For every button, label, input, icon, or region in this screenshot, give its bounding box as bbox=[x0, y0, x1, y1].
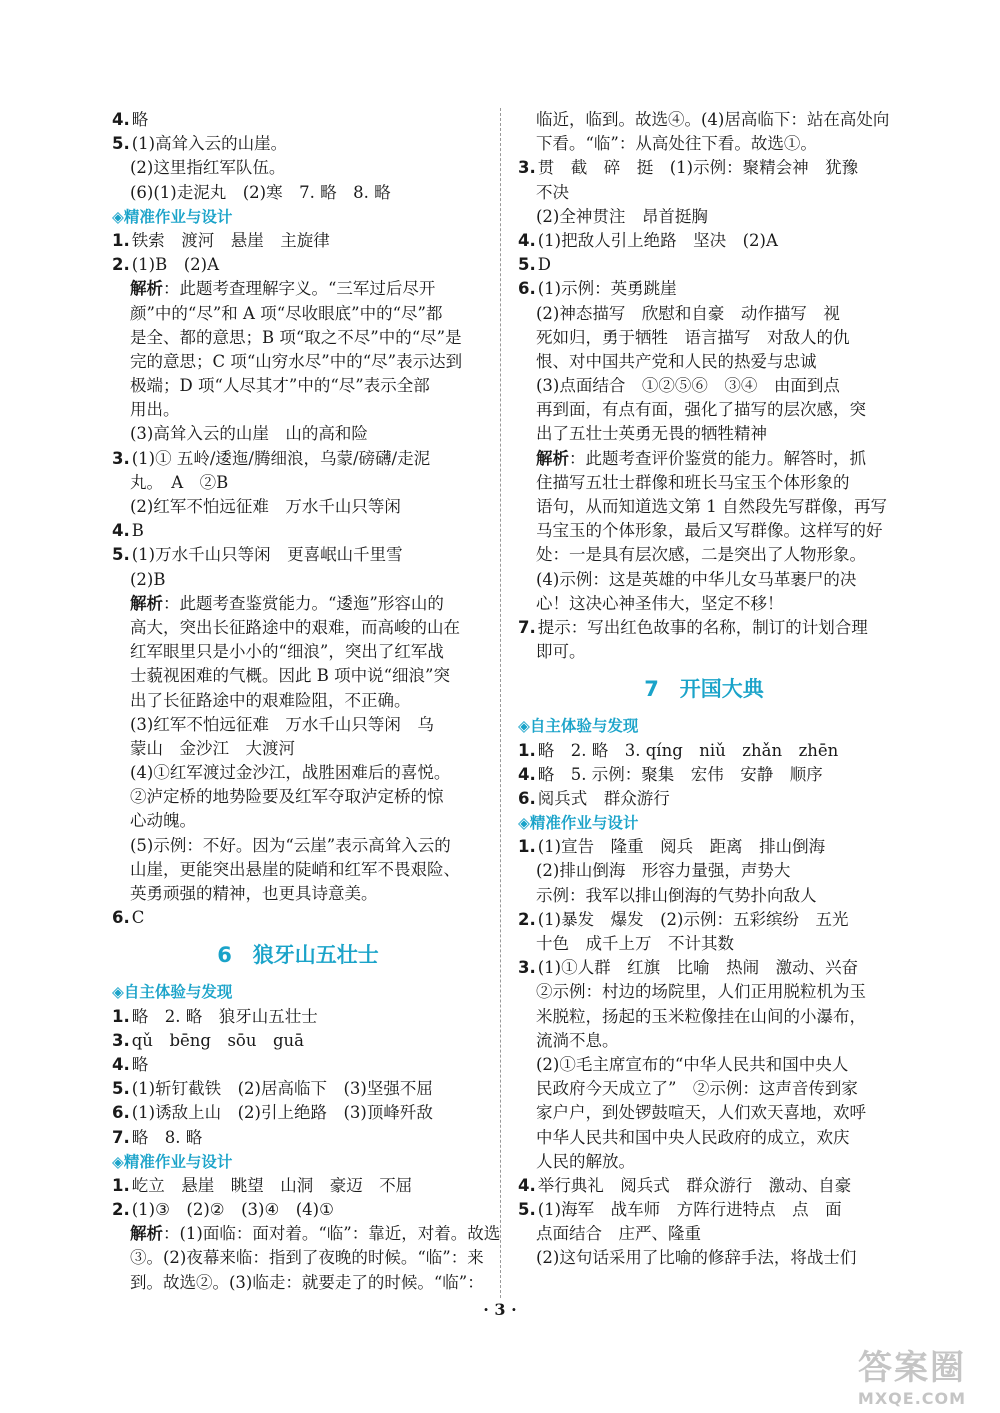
item-text: (1)宣告 隆重 阅兵 距离 排山倒海 bbox=[537, 837, 826, 857]
text-line: (2)①毛主席宣布的“中华人民共和国中央人 bbox=[536, 1054, 849, 1074]
answer-item bbox=[518, 739, 890, 763]
text-line: ②泸定桥的地势险要及红军夺取泸定桥的惊 bbox=[130, 787, 444, 807]
text-line: 示例：我军以排山倒海的气势扑向敌人 bbox=[536, 885, 817, 905]
item-text: D bbox=[537, 255, 551, 275]
item-number: 1. bbox=[112, 230, 130, 250]
item-number: 6. bbox=[112, 1103, 130, 1123]
text-line: (6)(1)走泥丸 (2)寒 7. 略 8. 略 bbox=[130, 182, 391, 202]
watermark-text: 答案圈 bbox=[858, 1348, 966, 1388]
item-number: 4. bbox=[112, 1054, 130, 1074]
text-line: (2)全神贯注 昂首挺胸 bbox=[536, 206, 708, 226]
text-line: 完的意思；C 项“山穷水尽”中的“尽”表示达到 bbox=[130, 351, 463, 371]
analysis-line bbox=[112, 592, 484, 616]
text-line: 马宝玉的个体形象，最后又写群像。这样写的好 bbox=[536, 521, 883, 541]
item-text: (1)③ (2)② (3)④ (4)① bbox=[131, 1200, 334, 1220]
item-text: 铁索 渡河 悬崖 主旋律 bbox=[131, 230, 330, 250]
text-line: 点面结合 庄严、隆重 bbox=[536, 1224, 701, 1244]
answer-item bbox=[112, 906, 484, 930]
answer-item bbox=[518, 229, 890, 253]
item-number: 1. bbox=[518, 837, 536, 857]
answer-item bbox=[518, 156, 890, 180]
item-text: (1)高耸入云的山崖。 bbox=[131, 134, 288, 154]
text-line: 再到面，有点有面，强化了描写的层次感，突 bbox=[536, 400, 866, 420]
item-number: 5. bbox=[518, 1200, 536, 1220]
analysis-label: 解析 bbox=[130, 279, 163, 299]
text-line: (4)①红军渡过金沙江，战胜困难后的喜悦。 bbox=[130, 763, 451, 783]
item-number: 1. bbox=[112, 1175, 130, 1195]
text-line: 死如归，勇于牺牲 语言描写 对敌人的仇 bbox=[536, 327, 850, 347]
answer-item bbox=[518, 908, 890, 932]
section-heading: ◈自主体验与发现 bbox=[518, 717, 639, 736]
text-line: 家户户，到处锣鼓喧天，人们欢天喜地，欢呼 bbox=[536, 1103, 866, 1123]
text-line: 住描写五壮士群像和班长马宝玉个体形象的 bbox=[536, 472, 850, 492]
item-text: (1)斩钉截铁 (2)居高临下 (3)坚强不屈 bbox=[131, 1079, 433, 1099]
text-line: 用出。 bbox=[130, 400, 180, 420]
text-line: (4)示例：这是英雄的中华儿女马革裹尸的决 bbox=[536, 569, 857, 589]
text-line: 蒙山 金沙江 大渡河 bbox=[130, 738, 295, 758]
section-heading: ◈自主体验与发现 bbox=[112, 983, 233, 1002]
text-line: 即可。 bbox=[536, 642, 586, 662]
item-text: 贯 截 碎 挺 (1)示例：聚精会神 犹豫 bbox=[537, 158, 859, 178]
text-line: 恨、对中国共产党和人民的热爱与忠诚 bbox=[536, 351, 817, 371]
item-number: 4. bbox=[112, 110, 130, 129]
item-number: 5. bbox=[112, 134, 130, 154]
item-text: C bbox=[131, 908, 145, 928]
item-number: 2. bbox=[112, 1200, 130, 1220]
text-line: 颜”中的“尽”和 A 项“尽收眼底”中的“尽”都 bbox=[130, 303, 443, 323]
answer-item bbox=[112, 519, 484, 543]
text-line: 米脱粒，扬起的玉米粒像挂在山间的小瀑布， bbox=[536, 1006, 866, 1026]
right-column bbox=[518, 108, 890, 1271]
item-text: (1)把敌人引上绝路 坚决 (2)A bbox=[537, 230, 778, 250]
answer-item bbox=[112, 1126, 484, 1150]
text-line: 极端；D 项“人尽其才”中的“尽”表示全部 bbox=[130, 376, 430, 396]
answer-item bbox=[112, 132, 484, 156]
answer-item bbox=[518, 956, 890, 980]
item-number: 4. bbox=[518, 1175, 536, 1195]
item-text: qǔ bēng sōu guā bbox=[131, 1030, 305, 1050]
item-number: 6. bbox=[518, 788, 536, 808]
lesson-title: 6 狼牙山五壮士 bbox=[217, 943, 379, 968]
text-line: (3)点面结合 ①②⑤⑥ ③④ 由面到点 bbox=[536, 376, 840, 396]
item-number: 3. bbox=[112, 448, 130, 468]
item-text: (1)① 五岭/逶迤/腾细浪，乌蒙/磅礴/走泥 bbox=[131, 448, 431, 468]
text-line: 民政府今天成立了” ②示例：这声音传到家 bbox=[536, 1079, 858, 1099]
analysis-label: 解析 bbox=[130, 1224, 163, 1244]
text-line: 不决 bbox=[536, 182, 569, 202]
text-line: 士藐视困难的气概。因此 B 项中说“细浪”突 bbox=[130, 666, 450, 686]
item-text: (1)海军 战车师 方阵行进特点 点 面 bbox=[537, 1200, 842, 1220]
text-line: (5)示例：不好。因为“云崖”表示高耸入云的 bbox=[130, 835, 451, 855]
item-number: 5. bbox=[112, 545, 130, 565]
text-line: 心动魄。 bbox=[130, 811, 196, 831]
text-line: (3)红军不怕远征难 万水千山只等闲 乌 bbox=[130, 714, 434, 734]
item-text: 举行典礼 阅兵式 群众游行 激动、自豪 bbox=[537, 1175, 852, 1195]
text-line: 英勇顽强的精神，也更具诗意美。 bbox=[130, 884, 378, 903]
answer-item bbox=[518, 835, 890, 859]
item-text: 略 2. 略 3. qíng niǔ zhǎn zhēn bbox=[537, 740, 839, 760]
item-number: 3. bbox=[518, 158, 536, 178]
text-line: 心！这决心神圣伟大，坚定不移！ bbox=[536, 593, 784, 613]
answer-item bbox=[112, 253, 484, 277]
text-line: ②示例：村边的场院里，人们正用脱粒机为玉 bbox=[536, 982, 866, 1002]
analysis-text: ：此题考查鉴赏能力。“逶迤”形容山的 bbox=[163, 593, 444, 613]
item-text: (1)①人群 红旗 比喻 热闹 激动、兴奋 bbox=[537, 958, 859, 978]
item-text: (1)B (2)A bbox=[131, 255, 220, 275]
answer-item bbox=[518, 253, 890, 277]
text-line: 语句，从而知道选文第 1 自然段先写群像，再写 bbox=[536, 497, 887, 516]
item-text: 略 8. 略 bbox=[131, 1127, 203, 1147]
analysis-line bbox=[112, 277, 484, 301]
answer-item bbox=[518, 787, 890, 811]
answer-item bbox=[112, 1198, 484, 1222]
answer-item bbox=[112, 108, 484, 132]
answer-item bbox=[112, 1029, 484, 1053]
item-text: B bbox=[131, 521, 144, 541]
item-number: 1. bbox=[518, 740, 536, 760]
text-line: 到。故选②。(3)临走：就要走了的时候。“临”： bbox=[130, 1272, 484, 1292]
answer-item bbox=[112, 1101, 484, 1125]
item-number: 2. bbox=[518, 909, 536, 929]
text-line: 高大，突出长征路途中的艰难，而高峻的山在 bbox=[130, 617, 460, 637]
item-number: 7. bbox=[112, 1127, 130, 1147]
item-text: 略 2. 略 狼牙山五壮士 bbox=[131, 1006, 318, 1026]
analysis-line bbox=[112, 1222, 501, 1246]
text-line: 临近，临到。故选④。(4)居高临下：站在高处向 bbox=[536, 110, 890, 129]
text-line: (2)B bbox=[130, 569, 166, 589]
watermark-logo bbox=[842, 1340, 982, 1408]
item-number: 4. bbox=[518, 230, 536, 250]
analysis-text: ：此题考查评价鉴赏的能力。解答时，抓 bbox=[569, 448, 866, 468]
item-text: 略 bbox=[131, 110, 149, 129]
answer-item bbox=[518, 763, 890, 787]
section-heading: ◈精准作业与设计 bbox=[518, 814, 639, 833]
item-text: 提示：写出红色故事的名称，制订的计划合理 bbox=[537, 617, 868, 637]
text-line: 红军眼里只是小小的“细浪”，突出了红军战 bbox=[130, 642, 444, 662]
analysis-text: ：此题考查理解字义。“三军过后尽开 bbox=[163, 279, 436, 299]
answer-item bbox=[112, 1053, 484, 1077]
item-text: (1)暴发 爆发 (2)示例：五彩缤纷 五光 bbox=[537, 909, 849, 929]
text-line: (2)神态描写 欣慰和自豪 动作描写 视 bbox=[536, 303, 840, 323]
text-line: 下看。“临”：从高处往下看。故选①。 bbox=[536, 134, 817, 154]
text-line: (2)这里指红军队伍。 bbox=[130, 158, 286, 178]
item-number: 4. bbox=[112, 521, 130, 541]
item-number: 2. bbox=[112, 255, 130, 275]
item-number: 3. bbox=[518, 958, 536, 978]
text-line: 十色 成千上万 不计其数 bbox=[536, 934, 734, 953]
item-text: (1)示例：英勇跳崖 bbox=[537, 279, 677, 299]
item-text: 略 5. 示例：聚集 宏伟 安静 顺序 bbox=[537, 764, 823, 784]
item-text: 屹立 悬崖 眺望 山洞 豪迈 不屈 bbox=[131, 1175, 413, 1195]
item-number: 5. bbox=[518, 255, 536, 275]
text-line: 人民的解放。 bbox=[536, 1151, 635, 1171]
item-number: 6. bbox=[518, 279, 536, 299]
text-line: (3)高耸入云的山崖 山的高和险 bbox=[130, 424, 368, 444]
text-line: 是全、都的意思；B 项“取之不尽”中的“尽”是 bbox=[130, 327, 462, 347]
column-divider bbox=[500, 108, 501, 1298]
answer-item bbox=[518, 1174, 890, 1198]
text-line: (2)这句话采用了比喻的修辞手法，将战士们 bbox=[536, 1248, 857, 1268]
left-column bbox=[112, 108, 501, 1295]
text-line: ③。(2)夜幕来临：指到了夜晚的时候。“临”：来 bbox=[130, 1248, 484, 1268]
item-text: 略 bbox=[131, 1054, 149, 1074]
answer-item bbox=[112, 543, 484, 567]
watermark-url: MXQE.COM bbox=[857, 1389, 967, 1408]
text-line: 出了长征路途中的艰难险阻，不正确。 bbox=[130, 690, 411, 710]
item-number: 1. bbox=[112, 1006, 130, 1026]
text-line: 山崖，更能突出悬崖的陡峭和红军不畏艰险、 bbox=[130, 859, 460, 879]
analysis-line bbox=[518, 447, 890, 471]
text-line: (2)红军不怕远征难 万水千山只等闲 bbox=[130, 497, 401, 516]
page-number: · 3 · bbox=[483, 1300, 517, 1319]
text-line: (2)排山倒海 形容力量强，声势大 bbox=[536, 861, 791, 881]
item-text: 阅兵式 群众游行 bbox=[537, 788, 670, 808]
answer-item bbox=[518, 277, 890, 301]
section-heading: ◈精准作业与设计 bbox=[112, 207, 233, 226]
answer-item bbox=[112, 1005, 484, 1029]
item-number: 7. bbox=[518, 617, 536, 637]
text-line: 丸。 A ②B bbox=[130, 472, 229, 492]
item-text: (1)诱敌上山 (2)引上绝路 (3)顶峰歼敌 bbox=[131, 1103, 433, 1123]
text-line: 处：一是具有层次感，二是突出了人物形象。 bbox=[536, 545, 866, 565]
lesson-title: 7 开国大典 bbox=[644, 677, 764, 702]
text-line: 出了五壮士英勇无畏的牺牲精神 bbox=[536, 424, 767, 444]
item-number: 4. bbox=[518, 764, 536, 784]
item-number: 5. bbox=[112, 1079, 130, 1099]
item-text: (1)万水千山只等闲 更喜岷山千里雪 bbox=[131, 545, 403, 565]
section-heading: ◈精准作业与设计 bbox=[112, 1152, 233, 1171]
analysis-label: 解析 bbox=[130, 593, 163, 613]
analysis-text: ：(1)面临：面对着。“临”：靠近，对着。故选 bbox=[163, 1224, 501, 1244]
item-number: 3. bbox=[112, 1030, 130, 1050]
answer-item bbox=[518, 1198, 890, 1222]
answer-item bbox=[112, 447, 484, 471]
answer-item bbox=[112, 1174, 484, 1198]
answer-item bbox=[518, 616, 890, 640]
text-line: 中华人民共和国中央人民政府的成立，欢庆 bbox=[536, 1127, 850, 1147]
analysis-label: 解析 bbox=[536, 448, 569, 468]
text-line: 流淌不息。 bbox=[536, 1030, 619, 1050]
answer-item bbox=[112, 1077, 484, 1101]
answer-item bbox=[112, 229, 484, 253]
item-number: 6. bbox=[112, 908, 130, 928]
